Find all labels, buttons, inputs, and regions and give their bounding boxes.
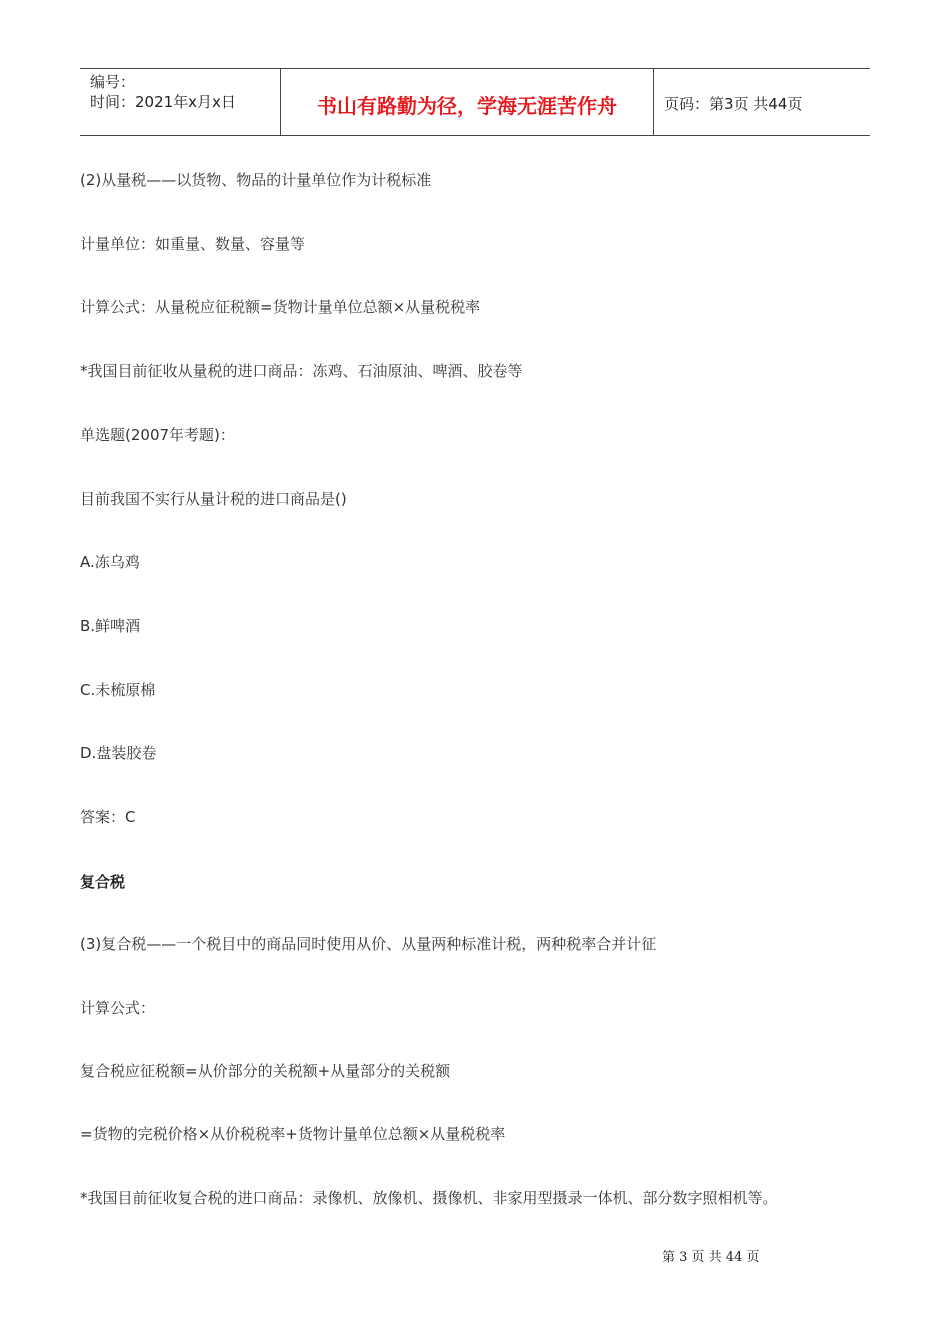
header-meta [80,69,281,135]
number-label: 编号： [90,73,136,91]
paragraph-formula: 计算公式：从量税应征税额=货物计量单位总额×从量税税率 [80,298,481,316]
option-b: B.鲜啤酒 [80,617,141,635]
paragraph-compound-formula-expanded: =货物的完税价格×从价税税率+货物计量单位总额×从量税税率 [80,1125,506,1143]
answer: 答案：C [80,808,136,826]
time-label: 时间：2021年x月x日 [90,93,236,111]
paragraph-compound-goods-note: *我国目前征收复合税的进口商品：录像机、放像机、摄像机、非家用型摄录一体机、部分数字照相机等。 [80,1189,778,1207]
header-page-info: 页码：第3页 共44页 [664,94,803,113]
option-c: C.未梳原棉 [80,681,156,699]
document-header [80,68,870,136]
paragraph-goods-note: *我国目前征收从量税的进口商品：冻鸡、石油原油、啤酒、胶卷等 [80,362,523,380]
question-type: 单选题(2007年考题)： [80,426,235,444]
question-stem: 目前我国不实行从量计税的进口商品是() [80,490,347,508]
page-footer: 第 3 页 共 44 页 [662,1250,760,1265]
paragraph-formula-label: 计算公式： [80,999,156,1017]
option-a: A.冻乌鸡 [80,553,140,571]
section-heading-compound-duty: 复合税 [80,873,126,891]
paragraph-compound-formula: 复合税应征税额=从价部分的关税额+从量部分的关税额 [80,1062,451,1080]
header-motto: 书山有路勤为径，学海无涯苦作舟 [281,69,654,135]
option-d: D.盘装胶卷 [80,744,157,762]
paragraph-compound-duty: (3)复合税——一个税目中的商品同时使用从价、从量两种标准计税，两种税率合并计征 [80,935,657,953]
paragraph-unit: 计量单位：如重量、数量、容量等 [80,235,306,253]
paragraph-specific-duty: (2)从量税——以货物、物品的计量单位作为计税标准 [80,171,432,189]
